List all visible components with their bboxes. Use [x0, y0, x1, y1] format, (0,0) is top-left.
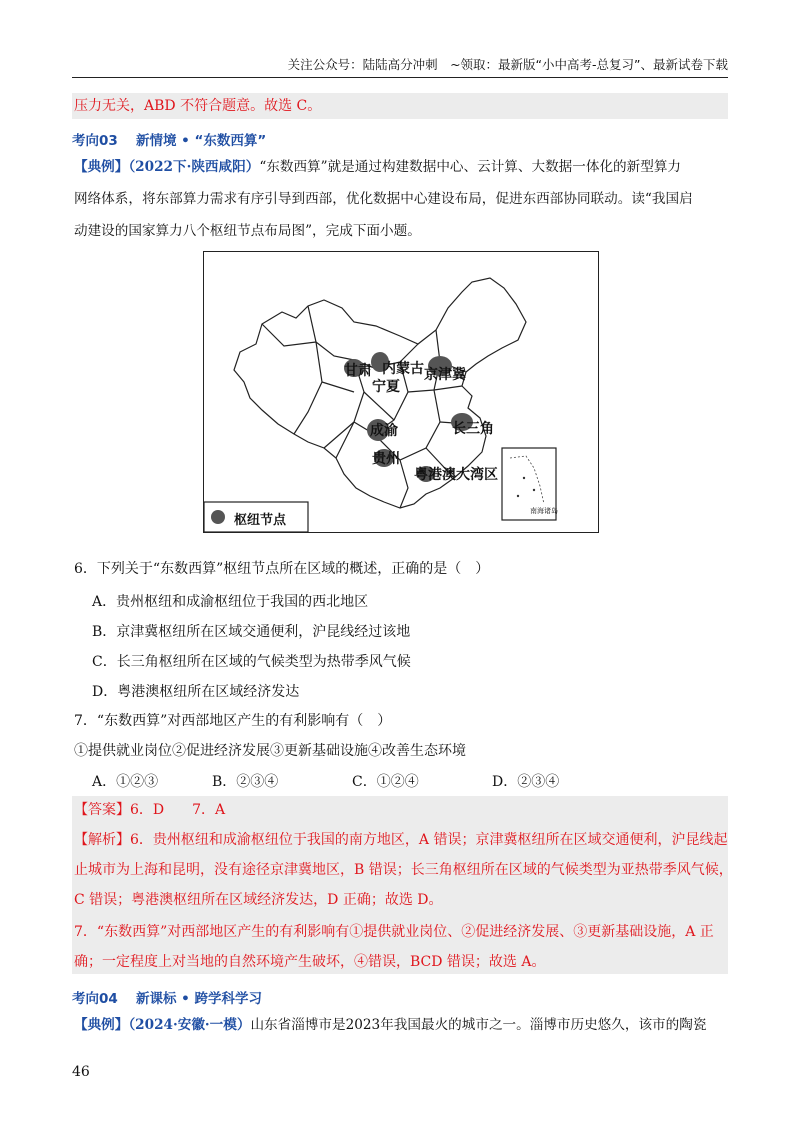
q7-stem: 7．“东数西算”对西部地区产生的有利影响有（ ） [74, 713, 392, 729]
analysis-line-3: C 错误；粤港澳枢纽所在区域经济发达，D 正确；故选 D。 [74, 892, 443, 908]
analysis-line-4: 7．“东数西算”对西部地区产生的有利影响有①提供就业岗位、②促进经济发展、③更新基础设施，A 正 [74, 924, 714, 940]
q7-option-d: D．②③④ [492, 774, 560, 790]
map-label-jingjinji: 京津冀 [424, 367, 466, 383]
hub-node-map [203, 251, 599, 533]
page-header: 关注公众号：陆陆高分冲刺 ~领取：最新版“小中高考-总复习”、最新试卷下载 [287, 57, 728, 72]
example-source: （2022下·陕西咸阳） [128, 159, 260, 175]
previous-analysis-text: 压力无关，ABD 不符合题意。故选 C。 [74, 98, 322, 114]
q6-stem: 6．下列关于“东数西算”枢纽节点所在区域的概述，正确的是（ ） [74, 561, 490, 577]
china-map-graphic [204, 252, 598, 532]
example-line-3: 动建设的国家算力八个枢纽节点布局图”，完成下面小题。 [74, 223, 421, 239]
section4-example-source: （2024·安徽·一模） [128, 1017, 251, 1033]
analysis-line-5: 确；一定程度上对当地的自然环境产生破坏，④错误，BCD 错误；故选 A。 [74, 954, 546, 970]
q7-option-b: B．②③④ [212, 774, 279, 790]
section4-example-line [74, 1015, 706, 1035]
answer-analysis-block [72, 796, 728, 974]
map-label-neimenggu: 内蒙古 [382, 361, 424, 377]
example-line-2: 网络体系，将东部算力需求有序引导到西部，优化数据中心建设布局，促进东西部协同联动。读“我国启 [74, 191, 693, 207]
q6-option-b: B．京津冀枢纽所在区域交通便利，沪昆线经过该地 [92, 624, 411, 640]
map-label-yuegangao: 粤港澳大湾区 [414, 467, 498, 483]
section4-example-text: 山东省淄博市是2023年我国最火的城市之一。淄博市历史悠久，该市的陶瓷 [250, 1017, 707, 1033]
answer-text: 6．D 7．A [130, 802, 226, 818]
analysis-line-1 [74, 830, 727, 850]
analysis-line-2: 止城市为上海和昆明，没有途径京津冀地区，B 错误；长三角枢纽所在区域的气候类型为亚热带季风气候， [74, 862, 733, 878]
section4-example-tag: 【典例】 [74, 1017, 129, 1033]
answer-line [74, 800, 225, 820]
map-label-ningxia: 宁夏 [372, 379, 400, 395]
answer-tag: 【答案】 [74, 802, 130, 818]
map-label-gansu: 甘肃 [344, 363, 372, 379]
q6-option-a: A．贵州枢纽和成渝枢纽位于我国的西北地区 [92, 594, 369, 610]
example-line-1 [74, 157, 681, 177]
q7-option-a: A．①②③ [92, 774, 159, 790]
page-number: 46 [72, 1064, 90, 1080]
q7-option-c: C．①②④ [352, 774, 419, 790]
analysis-tag: 【解析】 [74, 832, 130, 848]
map-label-guizhou: 贵州 [372, 451, 400, 467]
q6-option-c: C．长三角枢纽所在区域的气候类型为热带季风气候 [92, 654, 411, 670]
header-divider [72, 77, 728, 78]
legend-node-symbol [211, 510, 225, 524]
map-label-changsanjiao: 长三角 [452, 421, 494, 437]
example-tag: 【典例】 [74, 159, 129, 175]
q7-items: ①提供就业岗位②促进经济发展③更新基础设施④改善生态环境 [74, 743, 466, 759]
example-text: “东数西算”就是通过构建数据中心、云计算、大数据一体化的新型算力 [259, 159, 682, 175]
map-label-chengyu: 成渝 [370, 423, 398, 439]
map-inset-label: 南海诸岛 [530, 507, 558, 515]
legend-label: 枢纽节点 [234, 513, 287, 528]
q6-option-d: D．粤港澳枢纽所在区域经济发达 [92, 684, 300, 700]
section-heading: 考向03 新情境 • “东数西算” [72, 133, 267, 149]
section-heading-4: 考向04 新课标 • 跨学科学习 [72, 991, 263, 1007]
analysis-text-1: 6．贵州枢纽和成渝枢纽位于我国的南方地区，A 错误；京津冀枢纽所在区域交通便利，沪昆线起 [130, 832, 728, 848]
